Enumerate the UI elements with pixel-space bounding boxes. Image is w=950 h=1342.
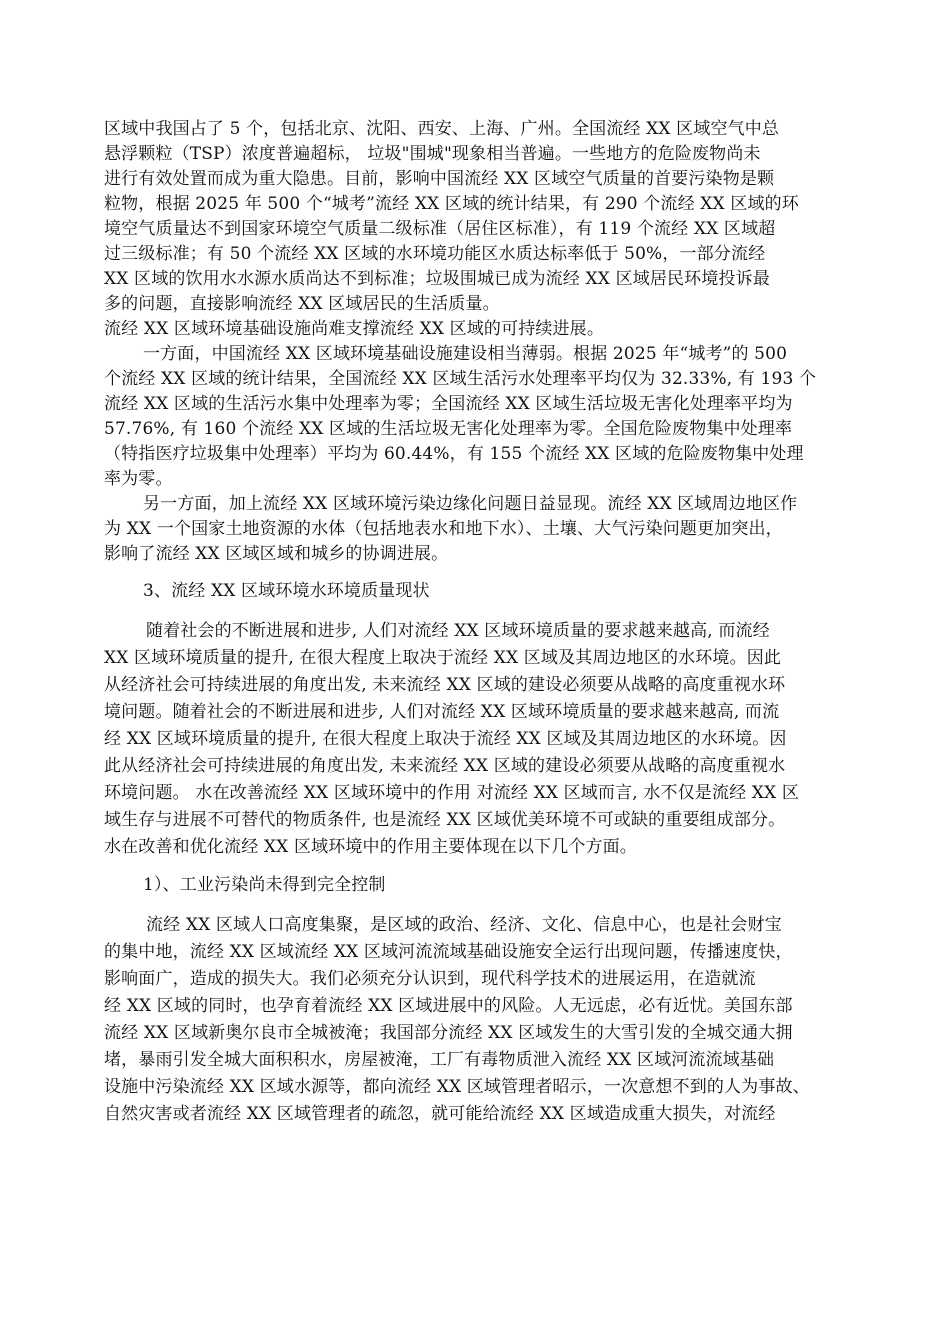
text-line: 从经济社会可持续进展的角度出发, 未来流经 XX 区域的建设必须要从战略的高度重视水环: [104, 675, 786, 695]
text-line: 影响面广，造成的损失大。我们必须充分认识到，现代科学技术的进展运用，在造就流: [104, 969, 756, 989]
text-line: 经 XX 区域的同时，也孕育着流经 XX 区域进展中的风险。人无远虑，必有近忧。美国东部: [104, 996, 793, 1016]
text-line: 57.76%, 有 160 个流经 XX 区域的生活垃圾无害化处理率为零。全国危险废物集中处理率: [104, 419, 793, 439]
spacer: [104, 861, 854, 873]
text-line: 个流经 XX 区域的统计结果，全国流经 XX 区域生活污水处理率平均仅为 32.33%, 有 193 个: [104, 369, 817, 389]
section-heading-infrastructure: 流经 XX 区域环境基础设施尚难支撑流经 XX 区域的可持续进展。: [104, 319, 604, 339]
text-line: 区域中我国占了 5 个，包括北京、沈阳、西安、上海、广州。全国流经 XX 区域空气中总: [104, 119, 780, 139]
text-line: 为 XX 一个国家土地资源的水体（包括地表水和地下水）、土壤、大气污染问题更加突出，: [104, 519, 783, 539]
text-line: 一方面，中国流经 XX 区域环境基础设施建设相当薄弱。根据 2025 年“城考”的 500: [143, 344, 788, 364]
text-line: XX 区域的饮用水水源水质尚达不到标准；垃圾围城已成为流经 XX 区域居民环境投诉最: [104, 269, 770, 289]
text-line: 此从经济社会可持续进展的角度出发, 未来流经 XX 区域的建设必须要从战略的高度重视水: [104, 756, 786, 776]
paragraph-marginalization: [104, 492, 854, 567]
text-line: 随着社会的不断进展和进步, 人们对流经 XX 区域环境质量的要求越来越高, 而流经: [146, 621, 770, 641]
text-line: 流经 XX 区域人口高度集聚，是区域的政治、经济、文化、信息中心，也是社会财宝: [146, 915, 782, 935]
text-line: 进行有效处置而成为重大隐患。目前，影响中国流经 XX 区域空气质量的首要污染物是颗: [104, 169, 775, 189]
text-line: XX 区域环境质量的提升, 在很大程度上取决于流经 XX 区域及其周边地区的水环境。因此: [104, 648, 782, 668]
text-line: 域生存与进展不可替代的物质条件, 也是流经 XX 区域优美环境不可或缺的重要组成部分。: [104, 810, 786, 830]
paragraph-water-environment: [104, 618, 854, 861]
text-line: 流经 XX 区域的生活污水集中处理率为零；全国流经 XX 区域生活垃圾无害化处理率平均为: [104, 394, 793, 414]
text-line: 堵，暴雨引发全城大面积积水，房屋被淹，工厂有毒物质泄入流经 XX 区域河流流域基础: [104, 1050, 775, 1070]
spacer: [104, 604, 854, 618]
text-line: 环境问题。 水在改善流经 XX 区域环境中的作用 对流经 XX 区域而言, 水不仅是流经 XX 区: [104, 783, 800, 803]
text-line: 经 XX 区域环境质量的提升, 在很大程度上取决于流经 XX 区域及其周边地区的水环境。因: [104, 729, 787, 749]
text-line: 境空气质量达不到国家环境空气质量二级标准（居住区标准），有 119 个流经 XX 区域超: [104, 219, 776, 239]
text-line: 粒物，根据 2025 年 500 个“城考”流经 XX 区域的统计结果，有 290 个流经 XX 区域的环: [104, 194, 799, 214]
document-body: [104, 117, 854, 1128]
section-heading-water-quality: 3、流经 XX 区域环境水环境质量现状: [143, 581, 430, 601]
text-line: 流经 XX 区域新奥尔良市全城被淹；我国部分流经 XX 区域发生的大雪引发的全城交通大拥: [104, 1023, 793, 1043]
paragraph-urban-risk: [104, 912, 854, 1128]
text-line: 悬浮颗粒（TSP）浓度普遍超标， 垃圾"围城"现象相当普遍。一些地方的危险废物尚未: [104, 144, 761, 164]
text-line: 设施中污染流经 XX 区域水源等，都向流经 XX 区域管理者昭示，一次意想不到的人为事故、: [104, 1077, 810, 1097]
text-line: 的集中地，流经 XX 区域流经 XX 区域河流流域基础设施安全运行出现问题，传播速度快，: [104, 942, 793, 962]
text-line: 过三级标准；有 50 个流经 XX 区域的水环境功能区水质达标率低于 50%，一部分流经: [104, 244, 766, 264]
text-line: 水在改善和优化流经 XX 区域环境中的作用主要体现在以下几个方面。: [104, 837, 637, 857]
spacer: [104, 567, 854, 579]
text-line: 多的问题，直接影响流经 XX 区域居民的生活质量。: [104, 294, 500, 314]
text-line: 境问题。随着社会的不断进展和进步, 人们对流经 XX 区域环境质量的要求越来越高, 而流: [104, 702, 780, 722]
paragraph-air-quality: [104, 117, 854, 317]
text-line: （特指医疗垃圾集中处理率）平均为 60.44%，有 155 个流经 XX 区域的危险废物集中处理: [104, 444, 804, 464]
section-heading-industrial-pollution: 1）、工业污染尚未得到完全控制: [143, 875, 386, 895]
text-line: 另一方面，加上流经 XX 区域环境污染边缘化问题日益显现。流经 XX 区域周边地区作: [143, 494, 798, 514]
spacer: [104, 898, 854, 912]
text-line: 自然灾害或者流经 XX 区域管理者的疏忽，就可能给流经 XX 区域造成重大损失，对流经: [104, 1104, 776, 1124]
paragraph-infrastructure: [104, 342, 854, 492]
text-line: 率为零。: [104, 469, 173, 489]
text-line: 影响了流经 XX 区域区域和城乡的协调进展。: [104, 544, 449, 564]
